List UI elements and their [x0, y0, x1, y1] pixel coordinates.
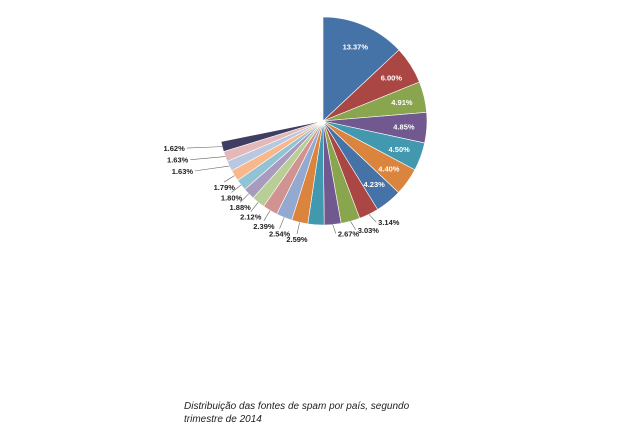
slice-label-russia: 6.00%: [380, 73, 403, 83]
slice-label-mexico: 1.79%: [213, 182, 235, 192]
slice-label-brazil: 2.67%: [337, 229, 360, 239]
slice-label-france: 2.59%: [286, 235, 308, 245]
leader-line-brazil: [333, 225, 336, 234]
slice-label-italy: 3.14%: [378, 218, 400, 228]
slice-label-china: 4.50%: [388, 144, 410, 154]
slice-label-iran: 2.54%: [268, 229, 291, 239]
slice-label-ukraine: 3.03%: [357, 225, 379, 235]
leader-line-iran: [280, 217, 284, 228]
leader-line-other: [187, 147, 222, 148]
chart-legend: [188, 260, 448, 380]
slice-label-vietnam: 4.91%: [391, 98, 413, 108]
slice-label-belarus: 2.12%: [240, 212, 262, 222]
leader-line-israel: [195, 166, 229, 171]
leader-line-belarus: [251, 202, 258, 211]
leader-line-france: [297, 222, 300, 234]
slice-label-argentina: 4.85%: [393, 122, 415, 132]
leader-line-italy: [369, 214, 376, 222]
slice-label-taiwan: 1.63%: [167, 155, 189, 165]
leader-line-mexico: [224, 176, 234, 182]
slice-label-colombia: 1.80%: [220, 193, 243, 203]
leader-line-great-britain: [264, 210, 270, 220]
slice-label-other: 1.62%: [163, 144, 185, 154]
caption-line-1: Distribuição das fontes de spam por país, segundo: [184, 401, 410, 412]
slice-label-romania: 1.88%: [229, 203, 251, 213]
slice-label-usa: 13.37%: [342, 42, 369, 52]
slice-label-spain: 4.40%: [378, 164, 400, 174]
chart-caption: [184, 400, 474, 426]
slice-label-germany: 4.23%: [363, 179, 385, 189]
caption-line-2: trimestre de 2014: [184, 414, 262, 425]
leader-line-taiwan: [190, 157, 225, 160]
slice-label-israel: 1.63%: [171, 166, 194, 176]
slice-label-great-britain: 2.39%: [253, 221, 275, 231]
